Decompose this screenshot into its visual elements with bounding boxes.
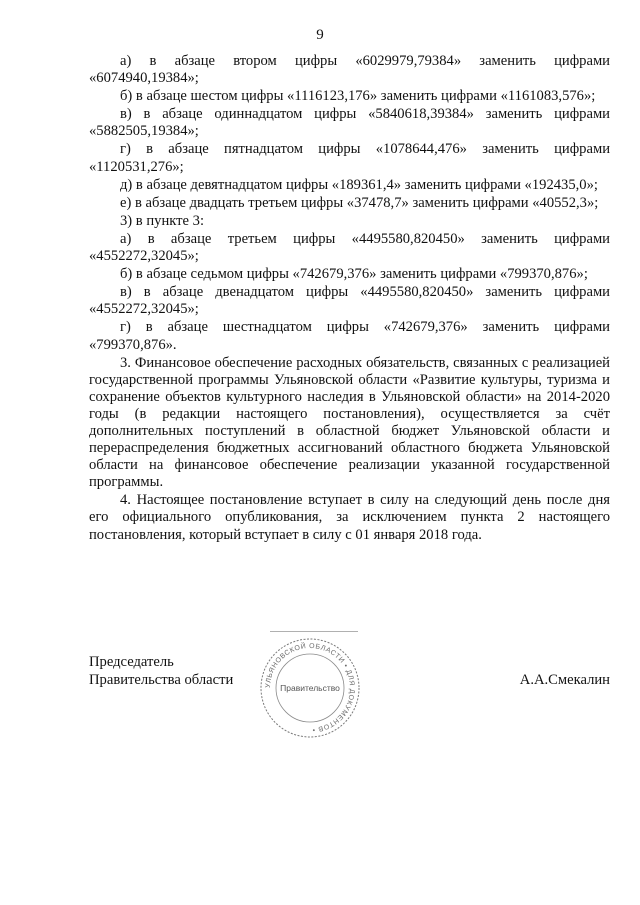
signatory-title <box>89 654 233 689</box>
paragraph: 3. Финансовое обеспечение расходных обязательств, связанных с реализацией государственной программы Ульяновской области «Развитие культуры, туризма и сохранение объектов культурного наследия в Ульяновской области» на 2014-2020 годы (в редакции настоящего постановления), осуществляется за счёт дополнительных поступлений в областной бюджет Ульяновской области и перераспределения бюджетных ассигнований областного бюджета Ульяновской области на финансовое обеспечение реализации указанной государственной программы. <box>89 354 610 491</box>
stamp-divider-line <box>270 631 358 632</box>
paragraph: г) в абзаце шестнадцатом цифры «742679,376» заменить цифрами «799370,876». <box>89 319 610 353</box>
paragraph: в) в абзаце одиннадцатом цифры «5840618,39384» заменить цифрами «5882505,19384»; <box>89 106 610 140</box>
official-stamp <box>258 636 362 740</box>
document-body <box>89 53 610 544</box>
paragraph: е) в абзаце двадцать третьем цифры «37478,7» заменить цифрами «40552,3»; <box>120 194 599 211</box>
paragraph: 3) в пункте 3: <box>120 212 205 229</box>
paragraph: б) в абзаце шестом цифры «1116123,176» заменить цифрами «1161083,576»; <box>120 88 596 105</box>
paragraph: в) в абзаце двенадцатом цифры «4495580,820450» заменить цифрами «4552272,32045»; <box>89 284 610 318</box>
paragraph: а) в абзаце втором цифры «6029979,79384» заменить цифрами «6074940,19384»; <box>89 53 610 87</box>
stamp-center-text: Правительство <box>280 683 340 693</box>
signatory-title-line2: Правительства области <box>89 671 234 688</box>
paragraph: а) в абзаце третьем цифры «4495580,820450» заменить цифрами «4552272,32045»; <box>89 230 610 265</box>
paragraph: д) в абзаце девятнадцатом цифры «189361,4» заменить цифрами «192435,0»; <box>120 176 598 193</box>
stamp-ring-text: УЛЬЯНОВСКОЙ ОБЛАСТИ • ДЛЯ ДОКУМЕНТОВ • <box>264 642 356 733</box>
signatory-name: А.А.Смекалин <box>519 671 610 688</box>
signatory-title-line1: Председатель <box>89 654 174 670</box>
paragraph: 4. Настоящее постановление вступает в силу на следующий день после дня его официального опубликования, за исключением пункта 2 настоящего постановления, который вступает в силу с 01 января 2018 года. <box>89 492 610 543</box>
paragraph: б) в абзаце седьмом цифры «742679,376» заменить цифрами «799370,876»; <box>120 266 588 283</box>
paragraph: г) в абзаце пятнадцатом цифры «1078644,476» заменить цифрами «1120531,276»; <box>89 141 610 175</box>
page-number: 9 <box>316 27 324 43</box>
